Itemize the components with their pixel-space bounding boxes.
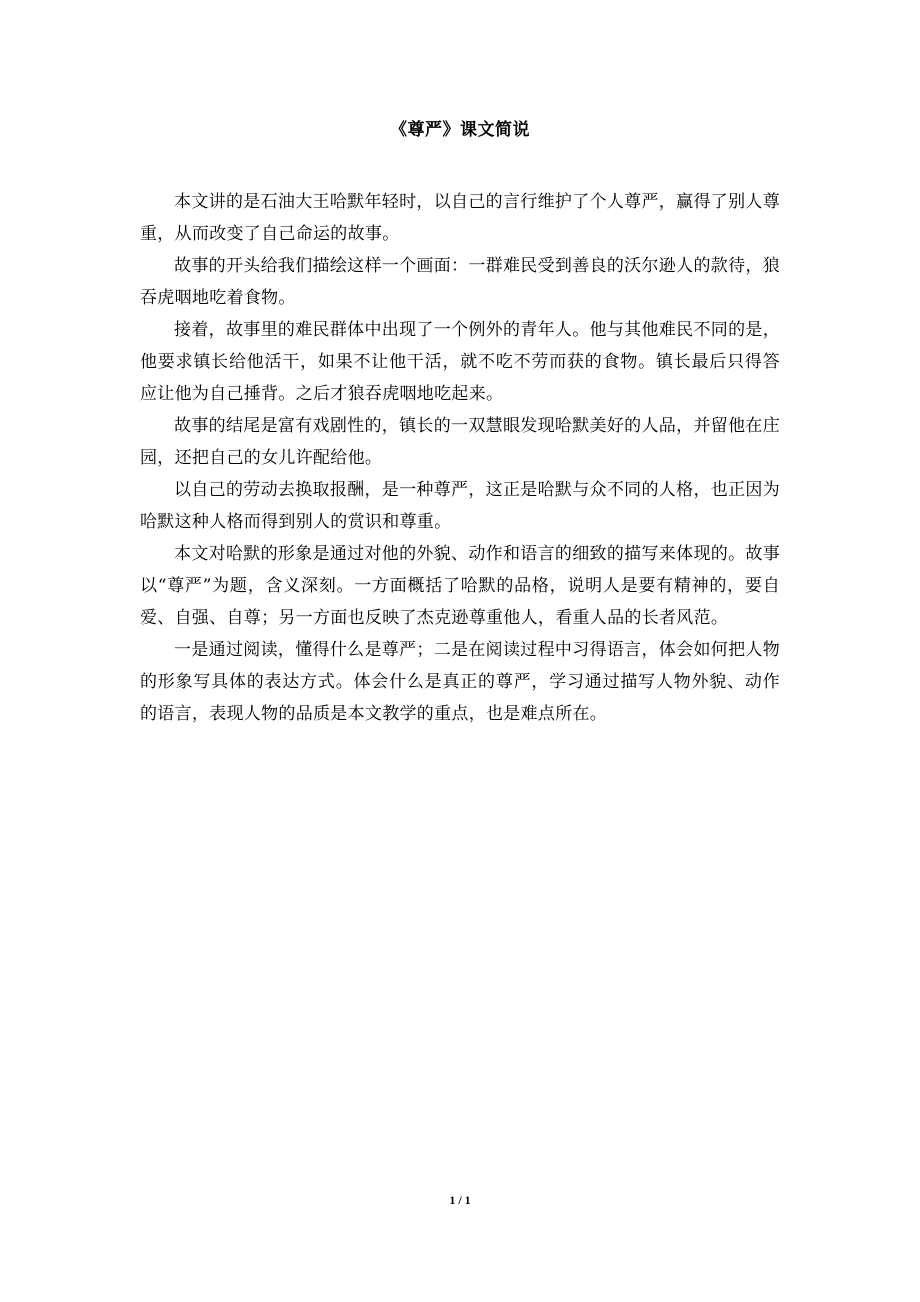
paragraph-3: 接着，故事里的难民群体中出现了一个例外的青年人。他与其他难民不同的是，他要求镇长给他活干，如果不让他干活，就不吃不劳而获的食物。镇长最后只得答应让他为自己捶背。之后才狼吞虎咽地吃起来。 bbox=[140, 320, 780, 404]
paragraph-6: 本文对哈默的形象是通过对他的外貌、动作和语言的细致的描写来体现的。故事以“尊严”为题，含义深刻。一方面概括了哈默的品格，说明人是要有精神的，要自爱、自强、自尊；另一方面也反映了杰克逊尊重他人，看重人品的长者风范。 bbox=[140, 544, 780, 628]
document-body bbox=[140, 186, 780, 730]
paragraph-5: 以自己的劳动去换取报酬，是一种尊严，这正是哈默与众不同的人格，也正因为哈默这种人格而得到别人的赏识和尊重。 bbox=[140, 480, 780, 532]
paragraph-1: 本文讲的是石油大王哈默年轻时，以自己的言行维护了个人尊严，赢得了别人尊重，从而改变了自己命运的故事。 bbox=[140, 192, 780, 244]
document-title: 《尊严》课文简说 bbox=[390, 120, 530, 140]
page-number: 1 / 1 bbox=[449, 1193, 471, 1207]
paragraph-2: 故事的开头给我们描绘这样一个画面：一群难民受到善良的沃尔逊人的款待，狼吞虎咽地吃着食物。 bbox=[140, 256, 780, 308]
paragraph-4: 故事的结尾是富有戏剧性的，镇长的一双慧眼发现哈默美好的人品，并留他在庄园，还把自己的女儿许配给他。 bbox=[140, 416, 780, 468]
paragraph-7: 一是通过阅读，懂得什么是尊严；二是在阅读过程中习得语言，体会如何把人物的形象写具体的表达方式。体会什么是真正的尊严，学习通过描写人物外貌、动作的语言，表现人物的品质是本文教学的重点，也是难点所在。 bbox=[140, 640, 780, 724]
